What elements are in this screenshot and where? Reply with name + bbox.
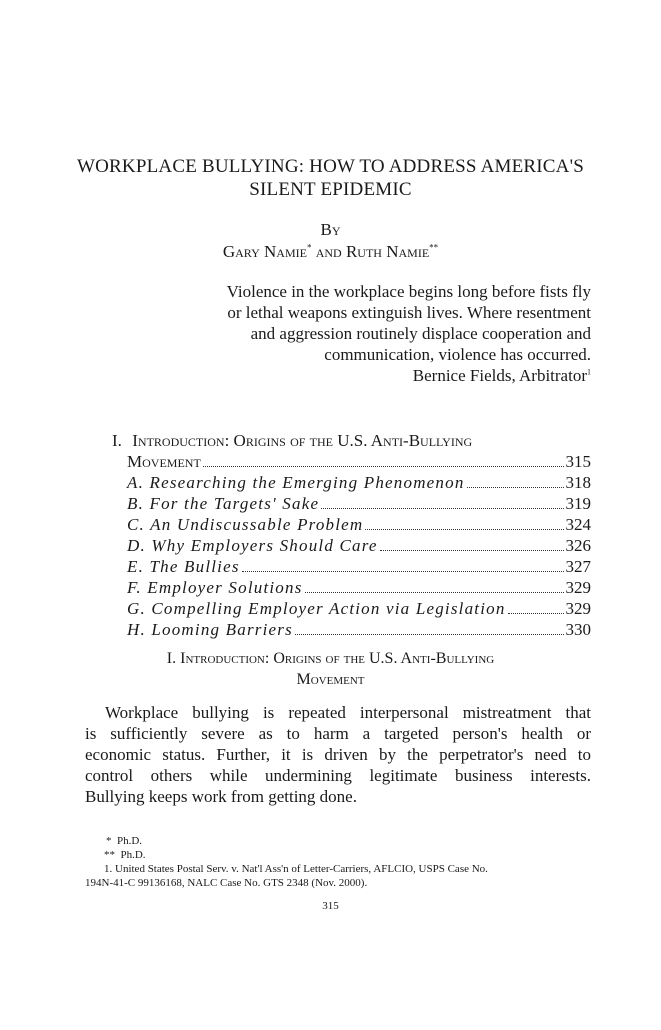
toc-page-number: 326 [565,536,591,555]
toc-page-number: 319 [565,494,591,513]
toc-page-number: 315 [565,452,591,471]
footnote-2 [104,848,146,862]
epigraph-attribution [206,365,591,386]
toc-leader [321,507,563,509]
toc-page-number: 327 [565,557,591,576]
author-2: Ruth Namie [345,242,430,261]
article-title-line-2: SILENT EPIDEMIC [249,179,412,200]
toc-leader [295,633,564,635]
epigraph-attribution-text: Bernice Fields, Arbitrator [412,366,587,385]
author-1-footnote-mark: * [306,242,312,253]
section-heading-line-1: I. Introduction: Origins of the U.S. Anti-Bullying [166,650,495,667]
body-line: Bullying keeps work from getting done. [85,787,357,806]
footnote-1-mark: * [106,835,112,847]
epigraph-line: and aggression routinely displace cooperation and [250,324,591,343]
toc-item-label: E. The Bullies [127,557,240,576]
toc-page-number: 318 [565,473,591,492]
page-number: 315 [322,900,339,912]
toc-item [127,472,591,493]
epigraph-line: or lethal weapons extinguish lives. Where resentment [227,303,591,322]
toc-page-number: 329 [565,599,591,618]
footnote-2-mark: ** [104,849,115,861]
footnote-3-line-1: 1. United States Postal Serv. v. Nat'l Ass'n of Letter-Carriers, AFLCIO, USPS Case No. [104,863,488,875]
toc-main-entry [127,451,591,472]
toc-item-label: A. Researching the Emerging Phenomenon [127,473,465,492]
toc-item [127,619,591,640]
footnote-1 [106,834,142,848]
toc-leader [508,612,564,614]
section-heading-line-2: Movement [296,671,365,688]
footnote-1-text: Ph.D. [117,835,143,847]
toc-leader [203,465,564,467]
epigraph-line: communication, violence has occurred. [324,345,591,364]
epigraph [206,281,591,386]
toc-item [127,577,591,598]
toc-item-label: G. Compelling Employer Action via Legislation [127,599,506,618]
toc-page-number: 330 [565,620,591,639]
body-line: Workplace bullying is repeated interpersonal mistreatment that [105,703,591,722]
toc-leader [242,570,564,572]
toc-page-number: 329 [565,578,591,597]
toc-item [127,556,591,577]
toc-leader [365,528,563,530]
toc-item-label: H. Looming Barriers [127,620,293,639]
byline-by: By [320,220,341,239]
toc-main-title-cont: Movement [127,452,201,471]
toc-main-title: Introduction: Origins of the U.S. Anti-Bullying [132,431,473,450]
toc-main-number: I. [112,431,122,450]
body-line: is sufficiently severe as to harm a targeted person's health or [85,724,591,743]
body-line: economic status. Further, it is driven by the perpetrator's need to [85,745,591,764]
toc-leader [467,486,564,488]
epigraph-line: Violence in the workplace begins long before fists fly [226,282,591,301]
toc-leader [380,549,564,551]
toc-item-label: C. An Undiscussable Problem [127,515,364,534]
toc-main-heading [112,430,592,451]
toc-item-label: F. Employer Solutions [127,578,303,597]
toc-item [127,598,591,619]
toc-item-label: B. For the Targets' Sake [127,494,320,513]
toc-item [127,535,591,556]
author-1: Gary Namie [222,242,307,261]
body-line: control others while undermining legitimate business interests. [85,766,591,785]
toc-leader [305,591,564,593]
toc-item-label: D. Why Employers Should Care [127,536,378,555]
toc-page-number: 324 [565,515,591,534]
toc-item [127,493,591,514]
footnote-2-text: Ph.D. [120,849,146,861]
footnote-3-line-2: 194N-41-C 99136168, NALC Case No. GTS 2348 (Nov. 2000). [85,877,368,889]
byline-authors [0,242,661,262]
byline-connector: and [315,242,342,261]
article-title-line-1: WORKPLACE BULLYING: HOW TO ADDRESS AMERICA'S [76,156,584,177]
toc-item [127,514,591,535]
epigraph-footnote-mark: 1 [587,367,591,377]
body-paragraph [85,702,591,807]
author-2-footnote-mark: ** [429,242,439,253]
